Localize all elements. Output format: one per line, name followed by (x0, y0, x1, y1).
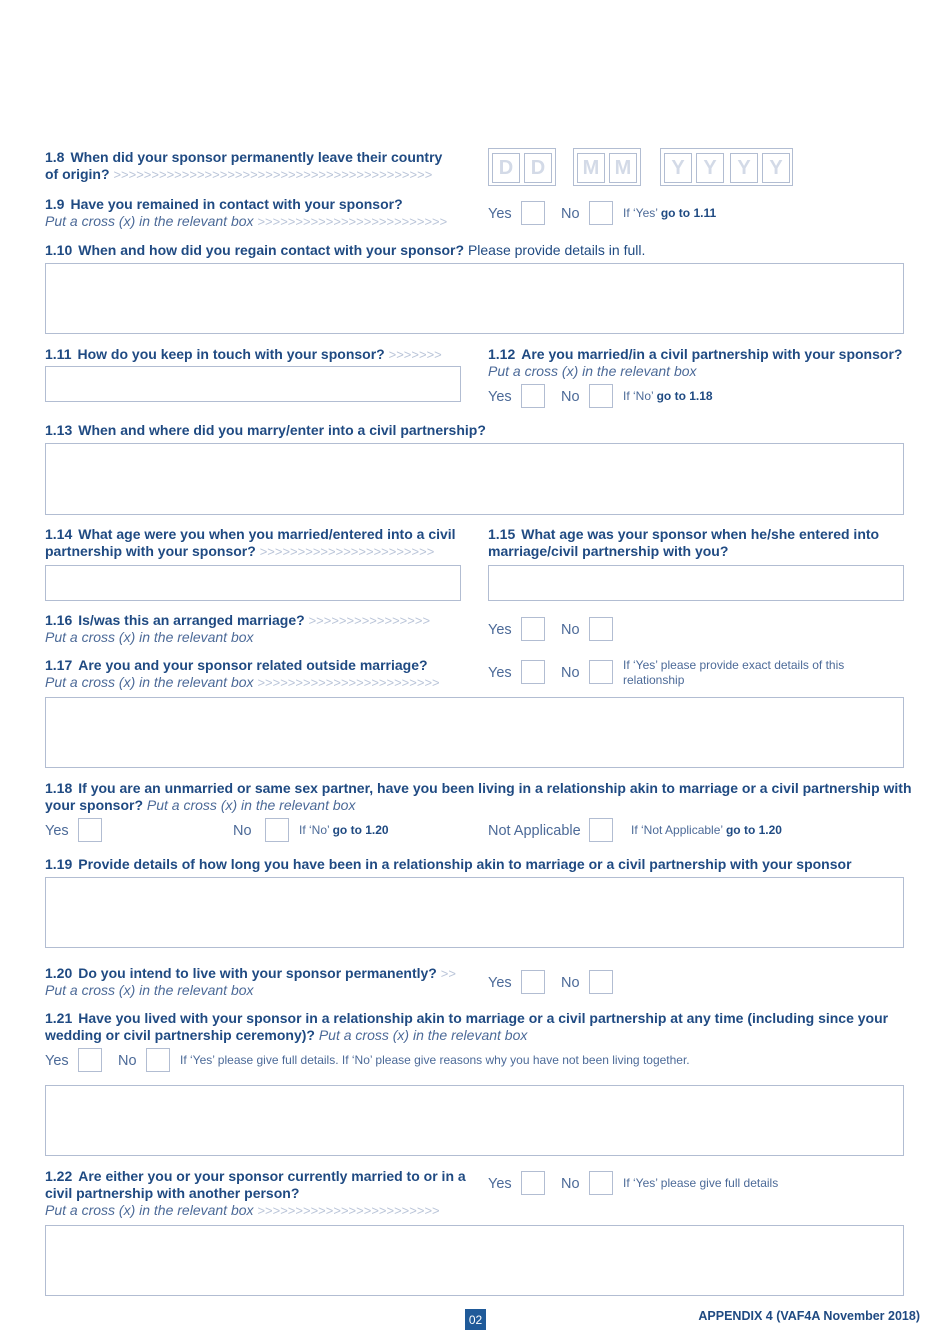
question-1-15 (488, 526, 928, 560)
go-to-link: go to 1.18 (656, 389, 713, 403)
note-text: If ‘Yes’ (623, 206, 658, 220)
question-1-18 (45, 780, 925, 814)
question-text: When and where did you marry/enter into a civil partnership? (78, 422, 486, 438)
routing-note-1-17 (623, 658, 883, 688)
question-text: What age was your sponsor when he/she entered into (521, 526, 880, 542)
question-text: Provide details of how long you have been in a relationship akin to marriage or a civil partnership with your sponsor (78, 856, 852, 872)
yes-label: Yes (488, 975, 512, 991)
cross-hint: Put a cross (x) in the relevant box (45, 213, 254, 229)
question-text: How do you keep in touch with your sponsor? (77, 346, 385, 362)
question-1-9 (45, 196, 465, 230)
question-number: 1.14 (45, 526, 73, 542)
question-text-cont: civil partnership with another person? (45, 1185, 300, 1201)
date-month-2-input[interactable]: M (609, 153, 637, 183)
question-text-cont: your sponsor? (45, 797, 144, 813)
go-to-link: go to 1.20 (332, 823, 389, 837)
go-to-link: go to 1.20 (725, 823, 782, 837)
appendix-footer: APPENDIX 4 (VAF4A November 2018) (698, 1309, 920, 1323)
no-label: No (561, 975, 580, 991)
leader-arrows: >>>>>>>>>>>>>>>>>>>>>>>>> (257, 214, 448, 229)
no-label: No (561, 1176, 580, 1192)
question-text-cont: wedding or civil partnership ceremony)? (45, 1027, 315, 1043)
question-number: 1.16 (45, 612, 73, 628)
cross-hint: Put a cross (x) in the relevant box (146, 797, 356, 813)
question-number: 1.15 (488, 526, 516, 542)
go-to-link: go to 1.11 (660, 206, 717, 220)
yes-label: Yes (45, 1053, 69, 1069)
question-text: Have you lived with your sponsor in a relationship akin to marriage or a civil partnership at any time (including since your (78, 1010, 889, 1026)
cross-hint: Put a cross (x) in the relevant box (488, 363, 697, 379)
note-text: If ‘Not Applicable’ (631, 823, 723, 837)
yes-checkbox-1-16[interactable] (521, 617, 545, 641)
question-1-20 (45, 965, 475, 999)
note-text: If ‘No’ (299, 823, 330, 837)
question-1-14 (45, 526, 465, 560)
answer-box-1-11[interactable] (45, 366, 461, 402)
cross-hint: Put a cross (x) in the relevant box (45, 674, 254, 690)
date-day-1-input[interactable]: D (492, 153, 520, 183)
answer-box-1-10[interactable] (45, 263, 904, 334)
cross-hint: Put a cross (x) in the relevant box (318, 1027, 528, 1043)
yes-checkbox-1-12[interactable] (521, 384, 545, 408)
leader-arrows: >>>>>>> (388, 347, 442, 362)
not-applicable-checkbox-1-18[interactable] (589, 818, 613, 842)
no-label: No (561, 665, 580, 681)
no-label: No (561, 622, 580, 638)
question-1-22 (45, 1168, 475, 1219)
question-text: What age were you when you married/entered into a civil (78, 526, 456, 542)
page-number: 02 (465, 1309, 486, 1330)
no-label: No (561, 389, 580, 405)
not-applicable-label: Not Applicable (488, 823, 581, 839)
question-1-11 (45, 346, 465, 363)
leader-arrows: >>>>>>>>>>>>>>>> (308, 613, 431, 628)
cross-hint: Put a cross (x) in the relevant box (45, 629, 254, 645)
question-1-19 (45, 856, 925, 873)
answer-box-1-15[interactable] (488, 565, 904, 601)
question-number: 1.19 (45, 856, 73, 872)
question-number: 1.17 (45, 657, 73, 673)
yes-checkbox-1-21[interactable] (78, 1048, 102, 1072)
yes-label: Yes (488, 622, 512, 638)
question-text: Are you married/in a civil partnership with your sponsor? (521, 346, 903, 362)
question-1-17 (45, 657, 465, 691)
question-text: When did your sponsor permanently leave their country (70, 149, 443, 165)
no-label: No (561, 206, 580, 222)
yes-label: Yes (488, 206, 512, 222)
question-text: Is/was this an arranged marriage? (78, 612, 305, 628)
no-checkbox-1-21[interactable] (146, 1048, 170, 1072)
routing-note-1-18-na (631, 823, 782, 838)
leader-arrows: >> (440, 966, 456, 981)
question-text: Have you remained in contact with your sponsor? (70, 196, 403, 212)
question-text-cont: partnership with your sponsor? (45, 543, 256, 559)
question-extra: Please provide details in full. (467, 242, 646, 258)
leader-arrows: >>>>>>>>>>>>>>>>>>>>>>>>>>>>>>>>>>>>>>>>>> (113, 167, 433, 182)
yes-checkbox-1-22[interactable] (521, 1171, 545, 1195)
no-checkbox-1-9[interactable] (589, 201, 613, 225)
question-number: 1.9 (45, 196, 65, 212)
leader-arrows: >>>>>>>>>>>>>>>>>>>>>>>> (257, 675, 440, 690)
question-text: If you are an unmarried or same sex partner, have you been living in a relationship akin to marriage or a civil partnership with (78, 780, 912, 796)
question-number: 1.18 (45, 780, 73, 796)
date-month-1-input[interactable]: M (577, 153, 605, 183)
yes-label: Yes (488, 1176, 512, 1192)
question-text-cont: marriage/civil partnership with you? (488, 543, 729, 559)
no-label: No (233, 823, 252, 839)
yes-label: Yes (45, 823, 69, 839)
no-checkbox-1-20[interactable] (589, 970, 613, 994)
routing-note-1-9 (623, 206, 716, 221)
no-checkbox-1-16[interactable] (589, 617, 613, 641)
question-number: 1.11 (45, 346, 72, 362)
question-1-8 (45, 149, 465, 183)
cross-hint: Put a cross (x) in the relevant box (45, 982, 254, 998)
no-checkbox-1-12[interactable] (589, 384, 613, 408)
question-text: Do you intend to live with your sponsor permanently? (78, 965, 437, 981)
date-day-2-input[interactable]: D (524, 153, 552, 183)
no-label: No (118, 1053, 137, 1069)
cross-hint: Put a cross (x) in the relevant box (45, 1202, 254, 1218)
question-number: 1.13 (45, 422, 73, 438)
yes-checkbox-1-18[interactable] (78, 818, 102, 842)
leader-arrows: >>>>>>>>>>>>>>>>>>>>>>> (259, 544, 435, 559)
leader-arrows: >>>>>>>>>>>>>>>>>>>>>>>> (257, 1203, 440, 1218)
answer-box-1-14[interactable] (45, 565, 461, 601)
routing-note-1-18-no (299, 823, 389, 838)
answer-box-1-21[interactable] (45, 1085, 904, 1156)
question-number: 1.12 (488, 346, 516, 362)
question-1-10 (45, 242, 925, 259)
question-number: 1.8 (45, 149, 65, 165)
yes-checkbox-1-20[interactable] (521, 970, 545, 994)
date-year-3-input[interactable]: Y (730, 153, 758, 183)
question-1-12 (488, 346, 928, 380)
month-group (573, 148, 641, 186)
routing-note-1-22: If ‘Yes’ please give full details (623, 1176, 779, 1190)
routing-note-1-12 (623, 389, 713, 404)
yes-checkbox-1-17[interactable] (521, 660, 545, 684)
question-number: 1.22 (45, 1168, 73, 1184)
yes-label: Yes (488, 389, 512, 405)
date-year-1-input[interactable]: Y (664, 153, 692, 183)
no-checkbox-1-17[interactable] (589, 660, 613, 684)
note-line-1: If ‘Yes’ please provide exact details of this (623, 658, 845, 672)
note-line-2: relationship (623, 673, 685, 687)
yes-checkbox-1-9[interactable] (521, 201, 545, 225)
date-year-2-input[interactable]: Y (696, 153, 724, 183)
question-text: Are either you or your sponsor currently married to or in a (78, 1168, 466, 1184)
question-number: 1.10 (45, 242, 73, 258)
question-1-13 (45, 422, 925, 439)
question-1-21 (45, 1010, 925, 1044)
no-checkbox-1-22[interactable] (589, 1171, 613, 1195)
question-1-16 (45, 612, 465, 646)
question-text-cont: of origin? (45, 166, 110, 182)
yes-label: Yes (488, 665, 512, 681)
day-group (488, 148, 556, 186)
answer-box-1-13[interactable] (45, 443, 904, 515)
answer-box-1-22[interactable] (45, 1225, 904, 1296)
note-text: If ‘No’ (623, 389, 654, 403)
question-text: When and how did you regain contact with your sponsor? (78, 242, 465, 258)
routing-note-1-21: If ‘Yes’ please give full details. If ‘No’ please give reasons why you have not been living together. (180, 1053, 690, 1067)
answer-box-1-17[interactable] (45, 697, 904, 768)
year-group (660, 148, 793, 186)
date-year-4-input[interactable]: Y (762, 153, 790, 183)
question-number: 1.21 (45, 1010, 73, 1026)
answer-box-1-19[interactable] (45, 877, 904, 948)
no-checkbox-1-18[interactable] (265, 818, 289, 842)
question-text: Are you and your sponsor related outside marriage? (78, 657, 428, 673)
question-number: 1.20 (45, 965, 73, 981)
